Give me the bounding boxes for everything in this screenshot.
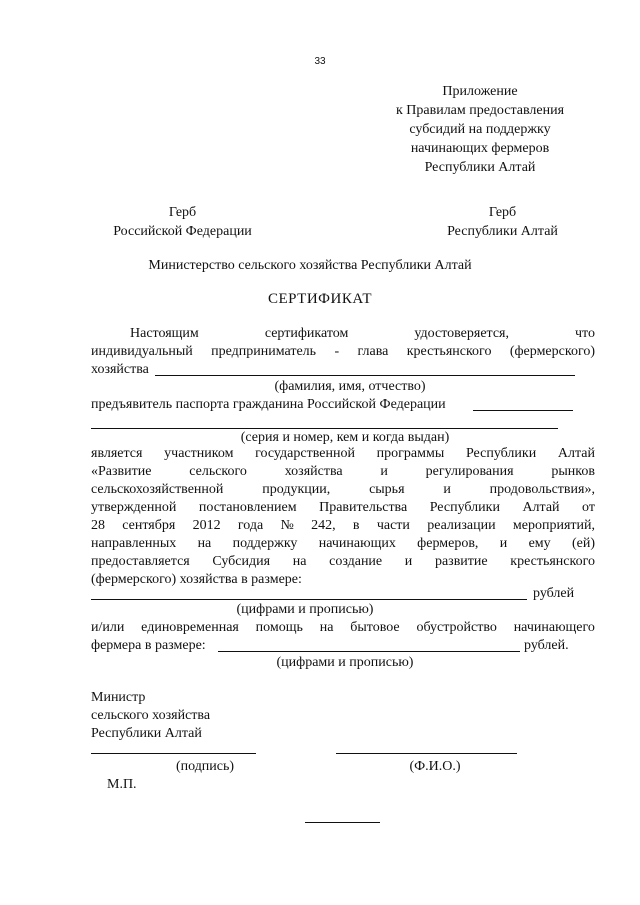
appendix-line: начинающих фермеров — [410, 141, 550, 156]
caption-amount: (цифрами и прописью) — [276, 655, 414, 670]
caption-amount: (цифрами и прописью) — [236, 602, 374, 617]
coat-left-title: Герб — [168, 205, 197, 220]
body-line: индивидуальный предприниматель - глава крестьянского (фермерского) — [91, 344, 595, 359]
signature-caption: (подпись) — [175, 759, 235, 774]
end-divider — [305, 822, 380, 823]
body-line: предъявитель паспорта гражданина Российской Федерации — [91, 397, 446, 412]
coat-right-title: Герб — [488, 205, 517, 220]
rubles-label: рублей. — [524, 638, 569, 653]
appendix-line: Республики Алтай — [424, 160, 536, 175]
seal-mark: М.П. — [107, 777, 137, 792]
ministry-name: Министерство сельского хозяйства Республики Алтай — [148, 258, 472, 273]
rubles-label: рублей — [533, 586, 575, 601]
body-line: предоставляется Субсидия на создание и развитие крестьянского — [91, 554, 595, 569]
amount-blank-line — [91, 599, 527, 600]
coat-left-subtitle: Российской Федерации — [113, 224, 252, 239]
fio-blank-line — [155, 375, 575, 376]
coat-right-subtitle: Республики Алтай — [447, 224, 558, 239]
name-line — [336, 753, 517, 754]
body-line: и/или единовременная помощь на бытовое обустройство начинающего — [91, 620, 595, 635]
body-line: «Развитие сельского хозяйства и регулирования рынков — [91, 464, 595, 479]
body-line: утвержденной постановлением Правительства Республики Алтай от — [91, 500, 595, 515]
caption-passport: (серия и номер, кем и когда выдан) — [240, 430, 450, 445]
passport-blank-line — [473, 410, 573, 411]
signature-line — [91, 753, 256, 754]
signatory-line: Министр — [91, 690, 146, 705]
body-line: фермера в размере: — [91, 638, 206, 653]
signatory-line: сельского хозяйства — [91, 708, 211, 723]
caption-fio: (фамилия, имя, отчество) — [274, 379, 426, 394]
body-line: (фермерского) хозяйства в размере: — [91, 572, 302, 587]
appendix-line: Приложение — [442, 84, 518, 99]
page-number: 33 — [314, 56, 326, 67]
name-caption: (Ф.И.О.) — [409, 759, 461, 774]
page-title: СЕРТИФИКАТ — [267, 291, 373, 307]
signatory-line: Республики Алтай — [91, 726, 202, 741]
appendix-line: субсидий на поддержку — [409, 122, 551, 137]
passport-blank-line — [91, 428, 558, 429]
body-line: является участником государственной программы Республики Алтай — [91, 446, 595, 461]
appendix-line: к Правилам предоставления — [395, 103, 565, 118]
body-line: Настоящим сертификатом удостоверяется, что — [130, 326, 595, 341]
body-line: 28 сентября 2012 года № 242, в части реализации мероприятий, — [91, 518, 595, 533]
body-line: хозяйства — [91, 362, 149, 377]
body-line: направленных на поддержку начинающих фермеров, и ему (ей) — [91, 536, 595, 551]
body-line: сельскохозяйственной продукции, сырья и продовольствия», — [91, 482, 595, 497]
amount-blank-line — [218, 651, 520, 652]
